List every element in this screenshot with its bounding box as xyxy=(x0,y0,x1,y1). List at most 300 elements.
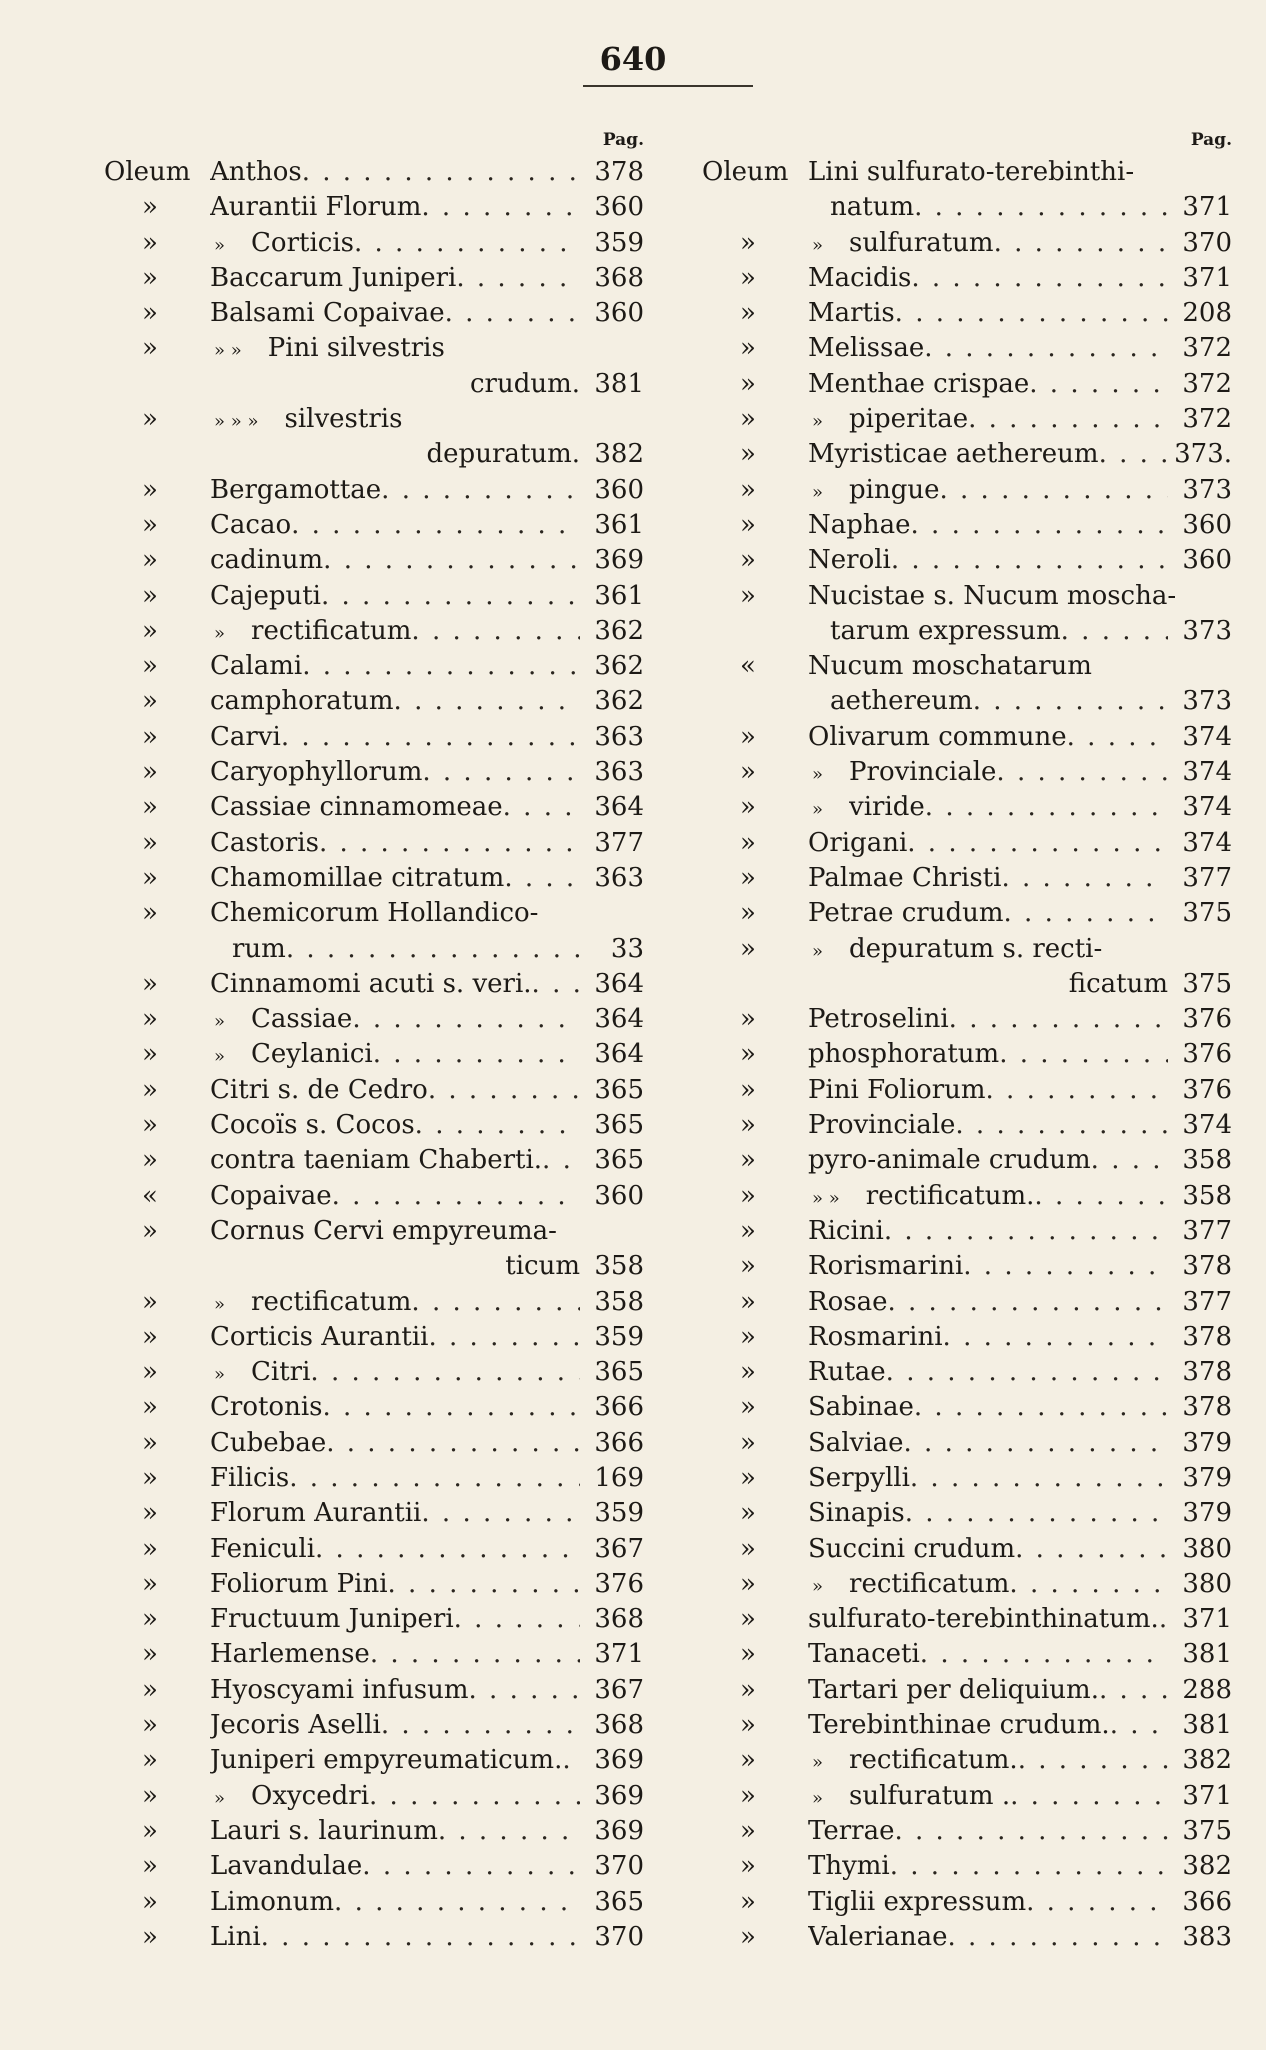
entry-term: sulfurato-terebinthinatum. xyxy=(808,1604,1159,1635)
dot-leader xyxy=(369,1779,580,1814)
dot-leader xyxy=(1004,896,1168,931)
index-entry xyxy=(702,967,1232,1002)
ditto-mark: » xyxy=(740,545,756,576)
ditto-mark: » xyxy=(142,262,158,293)
page-reference: 379 xyxy=(1182,1498,1232,1529)
ditto-mark: » xyxy=(740,1533,756,1564)
dot-leader xyxy=(1029,367,1168,402)
dot-leader xyxy=(891,543,1168,578)
page-reference: 375 xyxy=(1182,1815,1232,1846)
page-reference: 208 xyxy=(1182,298,1232,329)
page-reference: 374 xyxy=(1182,757,1232,788)
index-entry xyxy=(702,1673,1232,1708)
index-entry xyxy=(702,1849,1232,1884)
index-entry xyxy=(104,190,644,225)
ditto-mark: » xyxy=(142,1568,158,1599)
dot-leader xyxy=(924,331,1168,366)
page-reference: 363 xyxy=(594,721,644,752)
entry-term: Limonum xyxy=(210,1886,335,1917)
dot-leader xyxy=(319,826,580,861)
page-reference: 359 xyxy=(594,1498,644,1529)
ditto-mark: » xyxy=(142,792,158,823)
index-entry xyxy=(702,1249,1232,1284)
ditto-mark: » xyxy=(740,1462,756,1493)
index-entry xyxy=(104,1637,644,1672)
dot-leader xyxy=(940,473,1169,508)
sub-ditto-mark: » » xyxy=(214,340,242,362)
entry-term: Caryophyllorum xyxy=(210,757,423,788)
dot-leader xyxy=(943,1320,1168,1355)
ditto-mark: » xyxy=(740,1498,756,1529)
index-entry xyxy=(702,1461,1232,1496)
ditto-mark: » xyxy=(740,1074,756,1105)
sub-ditto-mark: » xyxy=(812,1752,824,1774)
index-entry xyxy=(104,1567,644,1602)
index-entry xyxy=(702,367,1232,402)
page-reference: 380 xyxy=(1182,1568,1232,1599)
index-entry xyxy=(104,861,644,896)
pag-label: Pag. xyxy=(1190,130,1232,150)
dot-leader xyxy=(454,1602,580,1637)
index-entry xyxy=(702,755,1232,790)
entry-term: Tartari per deliquium. xyxy=(808,1674,1099,1705)
ditto-mark: » xyxy=(740,1851,756,1882)
page-reference: 360 xyxy=(1182,545,1232,576)
ditto-mark: » xyxy=(740,862,756,893)
dot-leader xyxy=(955,1108,1168,1143)
page-number: 640 xyxy=(599,40,667,78)
entry-term: Neroli xyxy=(808,545,891,576)
page-reference: 372 xyxy=(1182,404,1232,435)
index-entry xyxy=(702,932,1232,967)
ditto-mark: » xyxy=(142,1357,158,1388)
dot-leader xyxy=(381,1708,580,1743)
entry-term: Feniculi xyxy=(210,1533,316,1564)
page-reference: 381 xyxy=(1182,1710,1232,1741)
index-entry xyxy=(104,1814,644,1849)
entry-term: Rosmarini xyxy=(808,1321,943,1352)
entry-term: Florum Aurantii xyxy=(210,1498,422,1529)
dot-leader xyxy=(381,473,580,508)
page-reference: 366 xyxy=(594,1392,644,1423)
index-entry xyxy=(702,649,1232,684)
entry-term: aethereum xyxy=(830,686,973,717)
index-entry xyxy=(702,155,1232,190)
dot-leader xyxy=(1110,1708,1168,1743)
entry-term: Rosae xyxy=(808,1286,888,1317)
index-entry xyxy=(702,579,1232,614)
dot-leader xyxy=(911,508,1168,543)
index-entry xyxy=(104,1849,644,1884)
ditto-mark: » xyxy=(142,1074,158,1105)
page-reference: 169 xyxy=(594,1462,644,1493)
entry-term: Succini crudum xyxy=(808,1533,1016,1564)
dot-leader xyxy=(910,1461,1168,1496)
dot-leader xyxy=(947,1920,1168,1955)
index-entry xyxy=(104,1143,644,1178)
entry-term: phosphoratum xyxy=(808,1039,1000,1070)
sub-ditto-mark: » xyxy=(812,481,824,503)
index-entry xyxy=(104,473,644,508)
index-entry xyxy=(104,1249,644,1284)
page-reference: 382 xyxy=(594,439,644,470)
page-reference: 373 xyxy=(1182,615,1232,646)
ditto-mark: » xyxy=(740,1215,756,1246)
entry-term: Hyoscyami infusum xyxy=(210,1674,469,1705)
ditto-mark: » xyxy=(740,1145,756,1176)
dot-leader xyxy=(428,1073,580,1108)
dot-leader xyxy=(562,1743,580,1778)
ditto-mark: » xyxy=(142,1921,158,1952)
ditto-mark: » xyxy=(142,1604,158,1635)
dot-leader xyxy=(994,226,1168,261)
page-reference: 360 xyxy=(594,474,644,505)
dot-leader xyxy=(323,543,580,578)
index-entry xyxy=(702,1179,1232,1214)
sub-ditto-mark: » xyxy=(812,234,824,256)
dot-leader xyxy=(321,579,580,614)
page-reference: 369 xyxy=(594,545,644,576)
entry-term: camphoratum xyxy=(210,686,394,717)
entry-term: Bergamottae xyxy=(210,474,382,505)
ditto-mark: » xyxy=(142,615,158,646)
ditto-mark: » xyxy=(740,1039,756,1070)
page-reference: 368 xyxy=(594,1710,644,1741)
index-entry xyxy=(104,508,644,543)
dot-leader xyxy=(986,1073,1168,1108)
entry-term: ficatum xyxy=(1068,968,1168,999)
dot-leader xyxy=(281,720,580,755)
index-entry xyxy=(702,226,1232,261)
ditto-mark: » xyxy=(142,1498,158,1529)
entry-term: Cassiae cinnamomeae xyxy=(210,792,503,823)
index-column-right xyxy=(702,125,1232,1955)
page-reference: 358 xyxy=(1182,1180,1232,1211)
index-entry xyxy=(104,261,644,296)
index-entry xyxy=(702,1779,1232,1814)
page-reference: 364 xyxy=(594,792,644,823)
entry-term: pingue xyxy=(849,474,940,505)
dot-leader xyxy=(963,1249,1168,1284)
entry-term: Cinnamomi acuti s. veri. xyxy=(210,968,532,999)
index-entry xyxy=(104,437,644,472)
index-entry xyxy=(104,755,644,790)
dot-leader xyxy=(445,296,580,331)
page-reference: 364 xyxy=(594,1039,644,1070)
dot-leader xyxy=(949,1002,1168,1037)
ditto-mark: » xyxy=(740,474,756,505)
sub-ditto-mark: » xyxy=(214,622,226,644)
page-reference: 358 xyxy=(594,1251,644,1282)
dot-leader xyxy=(532,967,580,1002)
page-reference: 367 xyxy=(594,1674,644,1705)
ditto-mark: » xyxy=(740,1639,756,1670)
index-entry xyxy=(104,790,644,825)
entry-term: Rorismarini xyxy=(808,1251,964,1282)
index-entry xyxy=(104,896,644,931)
index-column-left xyxy=(104,125,644,1955)
entry-term: Cocoïs s. Cocos xyxy=(210,1110,415,1141)
ditto-mark: » xyxy=(740,1886,756,1917)
sub-ditto-mark: » xyxy=(812,1575,824,1597)
index-entry xyxy=(702,1708,1232,1743)
page-reference: 371 xyxy=(594,1639,644,1670)
entry-term: contra taeniam Chaberti. xyxy=(210,1145,543,1176)
ditto-mark: » xyxy=(142,580,158,611)
entry-term: Tanaceti xyxy=(808,1639,920,1670)
ditto-mark: » xyxy=(142,1321,158,1352)
page-reference: 374 xyxy=(1182,1110,1232,1141)
ditto-mark: » xyxy=(740,1004,756,1035)
index-entry xyxy=(104,1214,644,1249)
sub-ditto-mark: » xyxy=(812,411,824,433)
ditto-mark: » xyxy=(142,298,158,329)
ditto-mark: » xyxy=(740,1568,756,1599)
dot-leader xyxy=(886,1355,1168,1390)
entry-term: rectificatum xyxy=(251,615,412,646)
ditto-mark: » xyxy=(142,1674,158,1705)
sub-ditto-mark: » xyxy=(214,1011,226,1033)
dot-leader xyxy=(429,1320,581,1355)
index-entry xyxy=(702,508,1232,543)
dot-leader xyxy=(925,790,1168,825)
entry-term: Aurantii Florum xyxy=(210,192,422,223)
index-entry xyxy=(104,1532,644,1567)
entry-term: Cajeputi xyxy=(210,580,321,611)
entry-term: Cacao xyxy=(210,509,292,540)
entry-term: Foliorum Pini xyxy=(210,1568,388,1599)
page-reference: 363 xyxy=(594,862,644,893)
ditto-mark: » xyxy=(142,1039,158,1070)
page-reference: 369 xyxy=(594,1815,644,1846)
ditto-mark: » xyxy=(740,721,756,752)
ditto-mark: » xyxy=(740,1110,756,1141)
ditto-mark: » xyxy=(142,1462,158,1493)
ditto-mark: « xyxy=(740,651,756,682)
entry-term: Naphae xyxy=(808,509,911,540)
page-reference: 374 xyxy=(1182,721,1232,752)
ditto-mark: » xyxy=(740,1286,756,1317)
entry-term: Menthae crispae xyxy=(808,368,1030,399)
ditto-mark: » xyxy=(142,227,158,258)
ditto-mark: » xyxy=(142,1215,158,1246)
entry-term: Oxycedri xyxy=(251,1780,370,1811)
index-entry xyxy=(104,932,644,967)
page-reference: 288 xyxy=(1182,1674,1232,1705)
page-reference: 377 xyxy=(1182,1215,1232,1246)
entry-term: Anthos xyxy=(210,157,302,187)
entry-term: Olivarum commune xyxy=(808,721,1067,752)
ditto-mark: » xyxy=(142,1886,158,1917)
entry-term: crudum. xyxy=(469,368,580,399)
dot-leader xyxy=(394,684,580,719)
page-reference: 378 xyxy=(1182,1357,1232,1388)
dot-leader xyxy=(504,861,580,896)
entry-term: Tiglii expressum xyxy=(808,1886,1027,1917)
ditto-mark: » xyxy=(142,862,158,893)
dot-leader xyxy=(1010,1779,1168,1814)
index-entry xyxy=(702,1743,1232,1778)
dot-leader xyxy=(1018,1743,1168,1778)
index-entry xyxy=(702,261,1232,296)
entry-term: depuratum. xyxy=(426,439,580,470)
entry-term: Citri xyxy=(251,1357,311,1388)
index-entry xyxy=(104,1390,644,1425)
header-rule xyxy=(583,85,753,87)
entry-term: Lini sulfurato-terebinthi- xyxy=(808,157,1135,187)
index-entry xyxy=(104,1002,644,1037)
index-entry xyxy=(702,1073,1232,1108)
dot-leader xyxy=(289,1461,580,1496)
sub-ditto-mark: » xyxy=(812,799,824,821)
index-entry xyxy=(104,684,644,719)
page-reference: 365 xyxy=(594,1110,644,1141)
sub-ditto-mark: » » xyxy=(812,1187,840,1209)
page-reference: 358 xyxy=(1182,1145,1232,1176)
entry-term: rectificatum. xyxy=(865,1180,1035,1211)
ditto-mark: » xyxy=(740,1180,756,1211)
dot-leader xyxy=(373,1037,580,1072)
ditto-mark: » xyxy=(142,1780,158,1811)
entry-term: viride xyxy=(849,792,925,823)
entry-term: Ricini xyxy=(808,1215,884,1246)
entry-term: Filicis xyxy=(210,1462,290,1493)
index-entry xyxy=(104,1673,644,1708)
ditto-mark: » xyxy=(740,404,756,435)
dot-leader xyxy=(1159,1602,1168,1637)
page-reference: 361 xyxy=(594,509,644,540)
dot-leader xyxy=(421,190,580,225)
dot-leader xyxy=(968,402,1168,437)
page-reference: 375 xyxy=(1182,968,1232,999)
index-entry xyxy=(702,296,1232,331)
page-reference: 378 xyxy=(1182,1392,1232,1423)
ditto-mark: » xyxy=(142,1745,158,1776)
ditto-mark: » xyxy=(142,1004,158,1035)
entry-term: Jecoris Aselli xyxy=(210,1710,381,1741)
ditto-mark: » xyxy=(142,898,158,929)
page-reference: 377 xyxy=(1182,862,1232,893)
page-reference: 378 xyxy=(594,157,644,187)
dot-leader xyxy=(422,755,580,790)
index-entry xyxy=(702,543,1232,578)
page-reference: 377 xyxy=(594,827,644,858)
page-reference: 373. xyxy=(1174,439,1232,470)
dot-leader xyxy=(1015,1532,1168,1567)
index-entry xyxy=(104,1779,644,1814)
dot-leader xyxy=(914,1390,1168,1425)
entry-term: Palmae Christi xyxy=(808,862,1002,893)
entry-term: Serpylli xyxy=(808,1462,910,1493)
ditto-mark: » xyxy=(142,1710,158,1741)
page-reference: 361 xyxy=(594,580,644,611)
dot-leader xyxy=(261,1920,580,1955)
entry-term: Lavandulae xyxy=(210,1851,363,1882)
page-reference: 365 xyxy=(594,1074,644,1105)
index-entry xyxy=(104,1073,644,1108)
page-reference: 370 xyxy=(594,1851,644,1882)
entry-term: Melissae xyxy=(808,333,925,364)
page-reference: 360 xyxy=(1182,509,1232,540)
index-entry xyxy=(702,1390,1232,1425)
dot-leader xyxy=(362,1849,580,1884)
ditto-mark: » xyxy=(142,1427,158,1458)
entry-term: Pini Foliorum xyxy=(808,1074,986,1105)
index-entry xyxy=(104,1602,644,1637)
page-reference: 359 xyxy=(594,1321,644,1352)
page-reference: 374 xyxy=(1182,792,1232,823)
dot-leader xyxy=(1099,1673,1168,1708)
ditto-mark: » xyxy=(142,1110,158,1141)
sub-ditto-mark: » xyxy=(812,940,824,962)
dot-leader xyxy=(332,1179,580,1214)
ditto-mark: » xyxy=(142,1851,158,1882)
page-reference: 373 xyxy=(1182,686,1232,717)
index-entry xyxy=(702,720,1232,755)
page-reference: 368 xyxy=(594,262,644,293)
ditto-mark: » xyxy=(740,1321,756,1352)
index-entry xyxy=(702,437,1232,472)
sub-ditto-mark: » » » xyxy=(214,411,259,433)
index-entry xyxy=(702,614,1232,649)
index-entry xyxy=(702,1108,1232,1143)
page-reference: 359 xyxy=(594,227,644,258)
index-entry xyxy=(702,1885,1232,1920)
dot-leader xyxy=(884,1214,1168,1249)
entry-term: Calami xyxy=(210,651,303,682)
ditto-mark: » xyxy=(142,1533,158,1564)
page-reference: 381 xyxy=(594,368,644,399)
index-entry xyxy=(104,1496,644,1531)
page-reference: 366 xyxy=(594,1427,644,1458)
entry-term: Chamomillae citratum xyxy=(210,862,505,893)
entry-term: sulfuratum . xyxy=(849,1780,1011,1811)
index-entry xyxy=(702,1637,1232,1672)
entry-term: Fructuum Juniperi xyxy=(210,1604,454,1635)
index-entry xyxy=(104,402,644,437)
ditto-mark: » xyxy=(142,1392,158,1423)
dot-leader xyxy=(1061,614,1168,649)
entry-term: rum xyxy=(232,933,286,964)
index-entry xyxy=(702,826,1232,861)
index-entry xyxy=(702,1143,1232,1178)
page-reference: 378 xyxy=(1182,1251,1232,1282)
index-entry xyxy=(104,649,644,684)
dot-leader xyxy=(322,1390,580,1425)
page-reference: 374 xyxy=(1182,827,1232,858)
page-reference: 358 xyxy=(594,1286,644,1317)
page-reference: 382 xyxy=(1182,1745,1232,1776)
entry-term: Balsami Copaivae xyxy=(210,298,445,329)
page-reference: 375 xyxy=(1182,898,1232,929)
entry-term: Sinapis xyxy=(808,1498,905,1529)
dot-leader xyxy=(503,790,580,825)
index-entry xyxy=(104,367,644,402)
index-entry xyxy=(702,1602,1232,1637)
dot-leader xyxy=(542,1143,580,1178)
index-entry xyxy=(702,1920,1232,1955)
dot-leader xyxy=(1034,1179,1168,1214)
page-reference: 362 xyxy=(594,615,644,646)
entry-term: rectificatum. xyxy=(849,1745,1018,1776)
entry-term: Nucistae s. Nucum moscha- xyxy=(808,580,1177,611)
ditto-mark: » xyxy=(142,721,158,752)
entry-term: Juniperi empyreumaticum. xyxy=(210,1745,563,1776)
dot-leader xyxy=(895,296,1168,331)
index-entry xyxy=(104,614,644,649)
ditto-mark: » xyxy=(740,827,756,858)
dot-leader xyxy=(887,1285,1168,1320)
